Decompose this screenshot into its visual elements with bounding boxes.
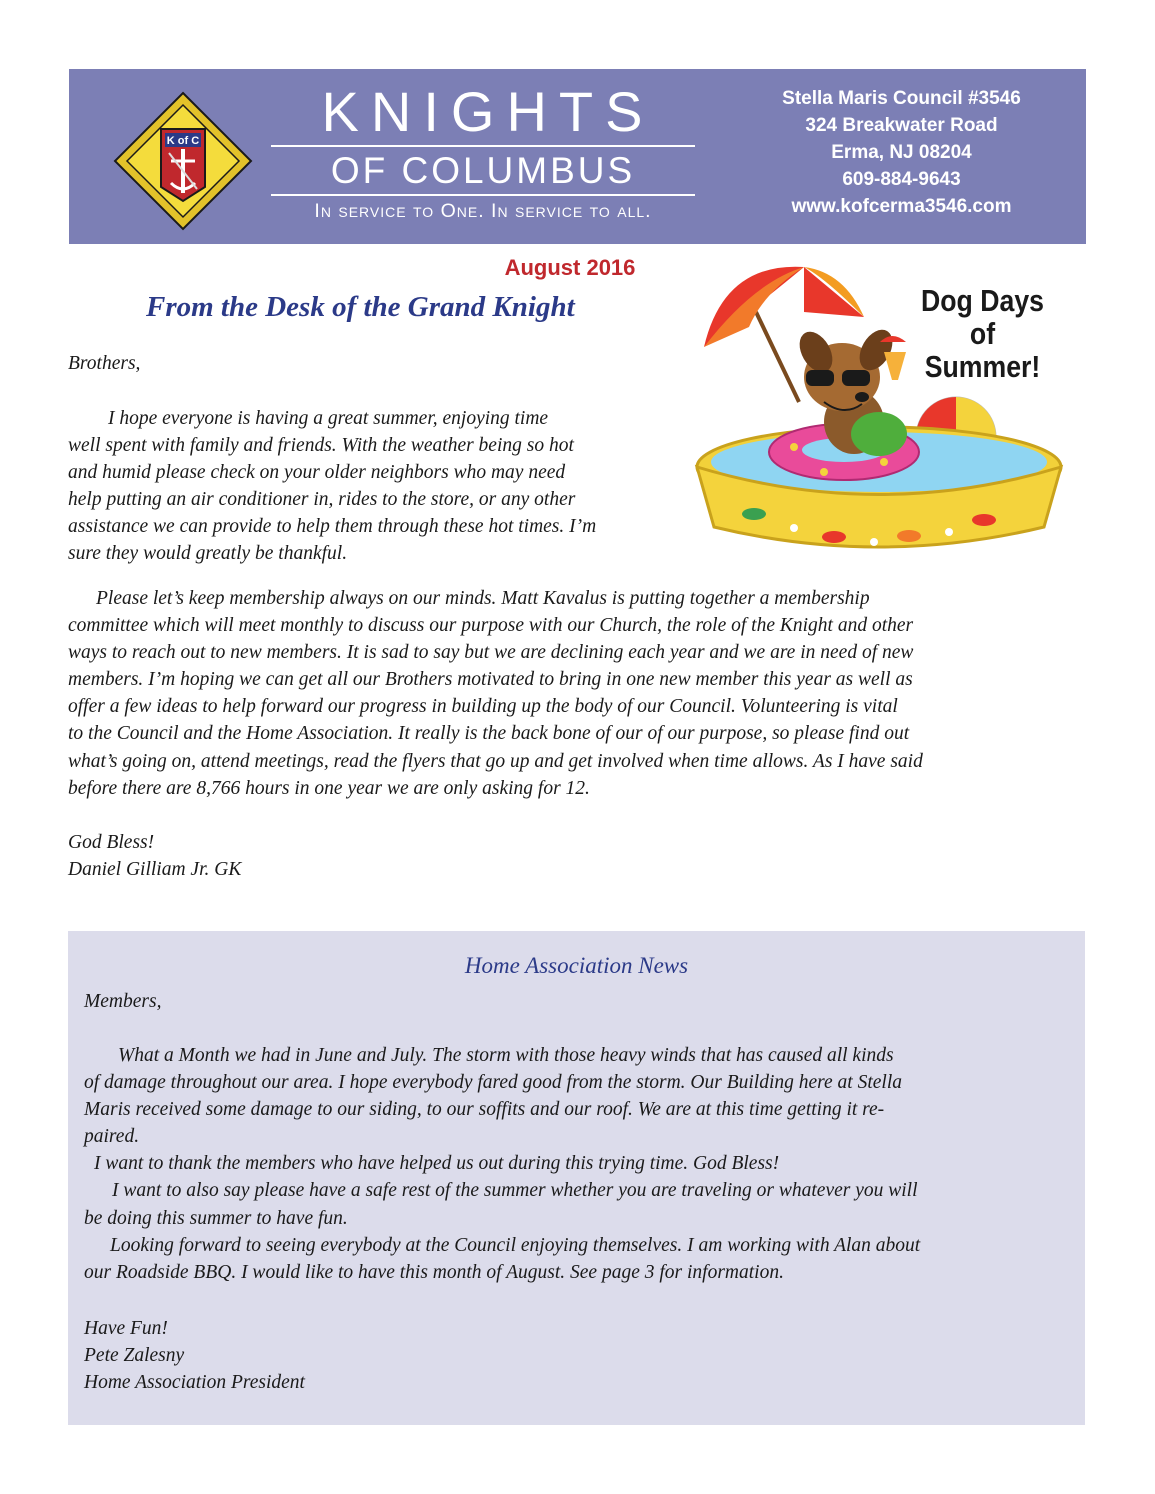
body-line: Maris received some damage to our siding, to our soffits and our roof. We are at this time getting it re- (84, 1099, 885, 1121)
paragraph-line: help putting an air conditioner in, rides to the store, or any other (68, 489, 576, 511)
paragraph-line: what’s going on, attend meetings, read the flyers that go up and get involved when time allows. As I have said (68, 750, 923, 772)
paragraph-line: ways to reach out to new members. It is sad to say but we are declining each year and we are in need of new (68, 642, 914, 664)
paragraph-line: offer a few ideas to help forward our progress in building up the body of our Council. Volunteering is vital (68, 696, 898, 718)
closing-text: God Bless! (68, 832, 155, 853)
body-line: be doing this summer to have fun. (84, 1207, 348, 1229)
emblem-text: K of C (166, 135, 200, 147)
divider (271, 145, 695, 147)
dog-days-heading (916, 284, 1049, 383)
issue-date: August 2016 (504, 255, 636, 280)
body-line: What a Month we had in June and July. The storm with those heavy winds that has caused all kinds (118, 1045, 894, 1066)
paragraph-line: I hope everyone is having a great summer, enjoying time (108, 408, 549, 429)
signature-name: Pete Zalesny (84, 1345, 185, 1367)
grand-knight-title: From the Desk of the Grand Knight (146, 291, 575, 323)
knights-of-columbus-emblem (113, 91, 253, 231)
home-body (84, 1042, 920, 1286)
paragraph-line: assistance we can provide to help them through these hot times. I’m (68, 516, 597, 538)
letter-paragraph-1 (68, 405, 688, 568)
organization-name (267, 81, 699, 224)
dog-days-line2: of (969, 316, 996, 351)
header-banner (69, 69, 1086, 244)
paragraph-line: before there are 8,766 hours in one year we are only asking for 12. (68, 777, 590, 799)
sunglasses (806, 370, 834, 386)
dog-days-line1: Dog Days (921, 283, 1044, 318)
council-address (719, 85, 1084, 220)
closing-text: Have Fun! (84, 1318, 168, 1339)
home-signoff (84, 1315, 305, 1396)
paragraph-line: members. I’m hoping we can get all our Brothers motivated to bring in one new member this year as well as (68, 669, 913, 691)
org-name-line1: KNIGHTS (321, 80, 655, 143)
council-name: Stella Maris Council #3546 (782, 88, 1021, 109)
body-line: paired. (84, 1126, 140, 1148)
letter-greeting: Brothers, (68, 353, 141, 374)
org-motto: In service to One. In service to all. (314, 200, 652, 222)
body-line: I want to thank the members who have helped us out during this trying time. God Bless! (94, 1153, 780, 1175)
street-address: 324 Breakwater Road (805, 115, 998, 136)
swim-trunks (851, 412, 907, 456)
home-association-title: Home Association News (464, 953, 689, 978)
paragraph-line: sure they would greatly be thankful. (68, 543, 348, 565)
signature-name: Daniel Gilliam Jr. GK (68, 859, 242, 881)
drink-glass (884, 352, 906, 380)
home-greeting: Members, (84, 991, 162, 1012)
paragraph-line: to the Council and the Home Association. It really is the back bone of our of our purpose, so please find out (68, 723, 910, 745)
letter-signoff (68, 829, 241, 883)
body-line: I want to also say please have a safe rest of the summer whether you are traveling or whatever you will (112, 1180, 918, 1202)
body-line: our Roadside BBQ. I would like to have this month of August. See page 3 for information. (84, 1261, 784, 1283)
website-link[interactable]: www.kofcerma3546.com (791, 196, 1012, 217)
dog-days-line3: Summer! (924, 349, 1041, 384)
org-name-line2: OF COLUMBUS (330, 150, 636, 191)
signature-role: Home Association President (84, 1372, 305, 1394)
body-line: of damage throughout our area. I hope everybody fared good from the storm. Our Building here at Stella (84, 1072, 902, 1094)
city-state-zip: Erma, NJ 08204 (831, 142, 972, 163)
letter-paragraph-2 (68, 585, 1088, 802)
umbrella-pole (756, 312, 799, 402)
paragraph-line: and humid please check on your older neighbors who may need (68, 462, 566, 484)
divider (271, 194, 695, 196)
paragraph-line: committee which will meet monthly to discuss our purpose with our Church, the role of the Knight and other (68, 615, 914, 637)
paragraph-line: Please let’s keep membership always on our minds. Matt Kavalus is putting together a membership (96, 588, 870, 609)
home-association-section (68, 931, 1085, 1425)
body-line: Looking forward to seeing everybody at the Council enjoying themselves. I am working with Alan about (110, 1234, 921, 1256)
phone-number: 609-884-9643 (842, 169, 961, 190)
paragraph-line: well spent with family and friends. With the weather being so hot (68, 435, 574, 457)
